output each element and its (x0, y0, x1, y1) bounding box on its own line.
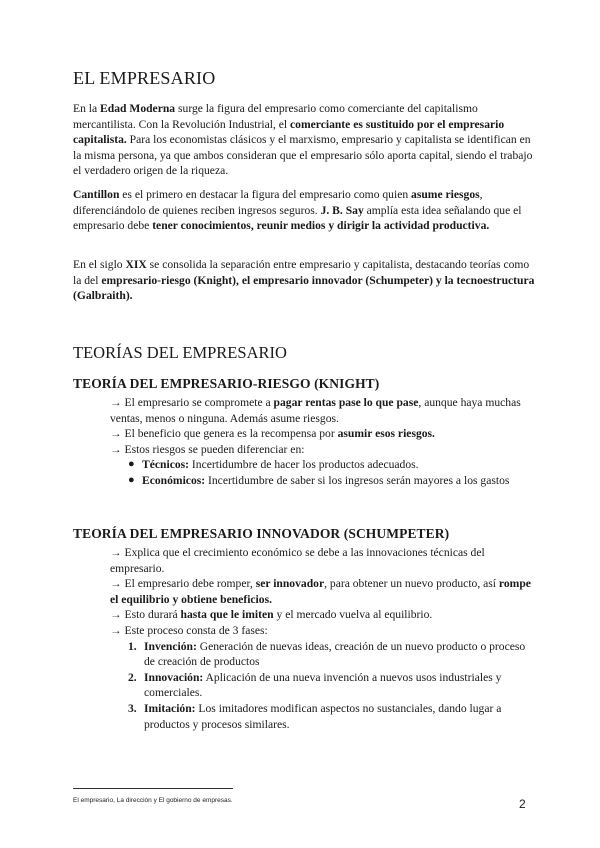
knight-item: → El beneficio que genera es la recompensa por asumir esos riesgos. (110, 427, 435, 441)
intro-paragraph-1: En la Edad Moderna surge la figura del empresario como comerciante del capitalismo mercantilista. Con la Revolución Industrial, el comerciante es sustituido por el empresario capitalista. Para los economistas clásicos y el marxismo, empresario y capitalista se identifican en la misma persona, ya que ambos consideran que el empresario sólo aporta capital, siendo el trabajo el verdadero origen de la riqueza. (73, 102, 533, 178)
page-number: 2 (519, 797, 526, 811)
section-title: TEORÍAS DEL EMPRESARIO (73, 343, 287, 362)
knight-item: → Estos riesgos se pueden diferenciar en: (110, 442, 305, 456)
knight-theory-title: TEORÍA DEL EMPRESARIO-RIESGO (KNIGHT) (73, 376, 380, 391)
document-title: EL EMPRESARIO (73, 68, 216, 88)
intro-paragraph-3: En el siglo XIX se consolida la separación entre empresario y capitalista, destacando teorías como la del empresario-riesgo (Knight), el empresario innovador (Schumpeter) y la tecnoestructura (Galbraith). (73, 258, 535, 303)
phase-item: 3. Imitación: Los imitadores modifican aspectos no sustanciales, dando lugar a productos y procesos similares. (128, 701, 502, 731)
schumpeter-theory-title: TEORÍA DEL EMPRESARIO INNOVADOR (SCHUMPETER) (73, 526, 450, 541)
schumpeter-item: → Explica que el crecimiento económico se debe a las innovaciones técnicas del empresario. (110, 546, 485, 575)
footnote: El empresario, La dirección y El gobierno de empresas. (73, 797, 233, 804)
knight-bullet: ● Económicos: Incertidumbre de saber si los ingresos serán mayores a los gastos (128, 473, 510, 487)
phase-item: 2. Innovación: Aplicación de una nueva invención a nuevos usos industriales y comerciales. (128, 670, 502, 700)
knight-bullet: ● Técnicos: Incertidumbre de hacer los productos adecuados. (128, 458, 419, 472)
bullet-dot-icon: ● (128, 458, 135, 471)
phase-item: 1. Invención: Generación de nuevas ideas, creación de un nuevo producto o proceso de creación de productos (128, 639, 526, 669)
schumpeter-item: → El empresario debe romper, ser innovador, para obtener un nuevo producto, así rompe el equilibrio y obtiene beneficios. (110, 577, 531, 606)
schumpeter-item: → Este proceso consta de 3 fases: (110, 623, 268, 637)
bullet-dot-icon: ● (128, 473, 135, 486)
intro-paragraph-2: Cantillon es el primero en destacar la figura del empresario como quien asume riesgos, diferenciándolo de quienes reciben ingresos seguros. J. B. Say amplía esta idea señalando que el empresario debe tener conocimientos, reunir medios y dirigir la actividad productiva. (73, 188, 522, 233)
knight-theory-body (110, 395, 535, 489)
schumpeter-theory-body (110, 545, 535, 732)
knight-item: → El empresario se compromete a pagar rentas pase lo que pase, aunque haya muchas ventas, menos o ninguna. Además asume riesgos. (110, 396, 521, 425)
schumpeter-item: → Esto durará hasta que le imiten y el mercado vuelva al equilibrio. (110, 608, 433, 622)
footnote-divider (73, 788, 233, 789)
